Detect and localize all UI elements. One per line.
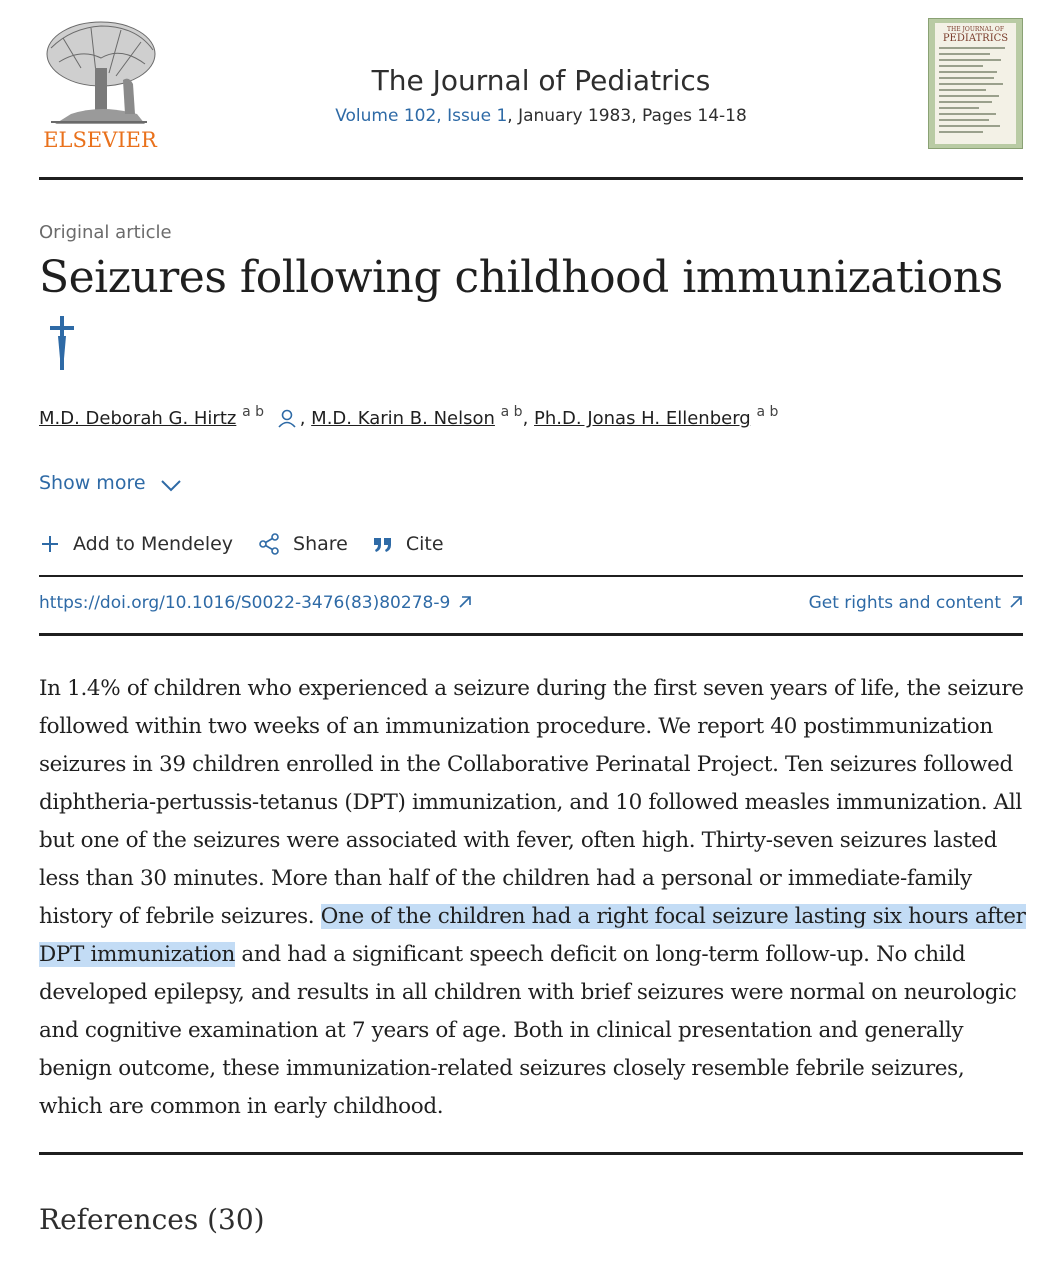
references-heading[interactable]: References (30) [39,1203,265,1236]
show-more-label: Show more [39,472,146,494]
journal-title[interactable]: The Journal of Pediatrics [371,64,711,97]
author-link-ellenberg[interactable]: Ph.D. Jonas H. Ellenberg [534,408,751,429]
quote-icon [372,534,394,554]
journal-header [39,18,1023,178]
journal-info [239,62,843,128]
author-affiliation[interactable]: a b [500,404,523,420]
doi-divider [39,633,1023,636]
share-button[interactable] [257,532,348,556]
author-list: M.D. Deborah G. Hirtz $^{a b}$ , M.D. Karin B. Nelson $^{a b}$, Ph.D. Jonas H. Ellenberg $^{a b}$ [39,404,779,429]
author-link-hirtz[interactable]: M.D. Deborah G. Hirtz [39,408,237,429]
article-title: Seizures following childhood immunizations [39,252,1003,303]
external-link-icon [458,595,472,609]
cover-text-lines [939,47,1012,137]
author-affiliation[interactable]: a b [756,404,779,420]
chevron-down-icon [160,479,182,493]
share-icon [257,532,281,556]
abstract-part: In 1.4% of children who experienced a seizure during the first seven years of life, the seizure followed within two weeks of an immunization procedure. We report 40 postimmunization seizures in 39 children enrolled in the Collaborative Perinatal Project. Ten seizures followed diphtheria-pertussis-tetanus (DPT) immunization, and 10 followed measles immunization. All but one of the seizures were associated with fever, often high. Thirty-seven seizures lasted less than 30 minutes. More than half of the children had a personal or immediate-family history of febrile seizures. [39,676,1024,929]
journal-cover-image[interactable] [928,18,1023,149]
cite-button[interactable] [372,533,444,555]
plus-icon [39,533,61,555]
selected-text-highlight[interactable]: One of the children had a right focal seizure lasting six hours after DPT immunization [39,904,1026,967]
rights-text: Get rights and content [808,593,1001,613]
article-actions [39,532,468,556]
doi-link[interactable] [39,593,472,613]
elsevier-wordmark: ELSEVIER [43,128,157,152]
actions-divider [39,575,1023,577]
journal-issue-line [239,104,843,128]
mendeley-label: Add to Mendeley [73,533,234,555]
get-rights-link[interactable] [809,593,1023,613]
abstract-part: and had a significant speech deficit on long-term follow-up. No child developed epilepsy, and results in all children with brief seizures were normal on neurologic and cognitive examination at 7 years of age. Both in clinical presentation and generally benign outcome, these immunization-related seizures closely resemble febrile seizures, which are common in early childhood. [39,942,1017,1119]
show-more-button[interactable] [39,472,182,494]
header-divider [39,177,1023,180]
elsevier-tree-icon [41,18,159,126]
elsevier-logo[interactable] [39,18,161,154]
share-label: Share [293,533,348,555]
abstract-text [39,670,1029,1126]
cite-label: Cite [405,533,444,555]
external-link-icon [1009,595,1023,609]
article-type: Original article [39,222,172,243]
cover-big-title: PEDIATRICS [942,33,1009,44]
doi-text: https://doi.org/10.1016/S0022-3476(83)80278-9 [39,593,451,613]
dagger-footnote-icon[interactable] [48,316,76,370]
add-to-mendeley-button[interactable] [39,533,233,555]
author-link-nelson[interactable]: M.D. Karin B. Nelson [311,408,495,429]
person-icon[interactable] [276,407,298,429]
abstract-divider [39,1152,1023,1155]
issue-date-pages: , January 1983, Pages 14-18 [507,106,747,126]
cover-small-title: THE JOURNAL OF [947,26,1004,33]
cover-page [935,23,1016,144]
volume-issue-link[interactable]: Volume 102, Issue 1 [335,106,508,126]
author-affiliation[interactable]: a b [242,404,264,420]
